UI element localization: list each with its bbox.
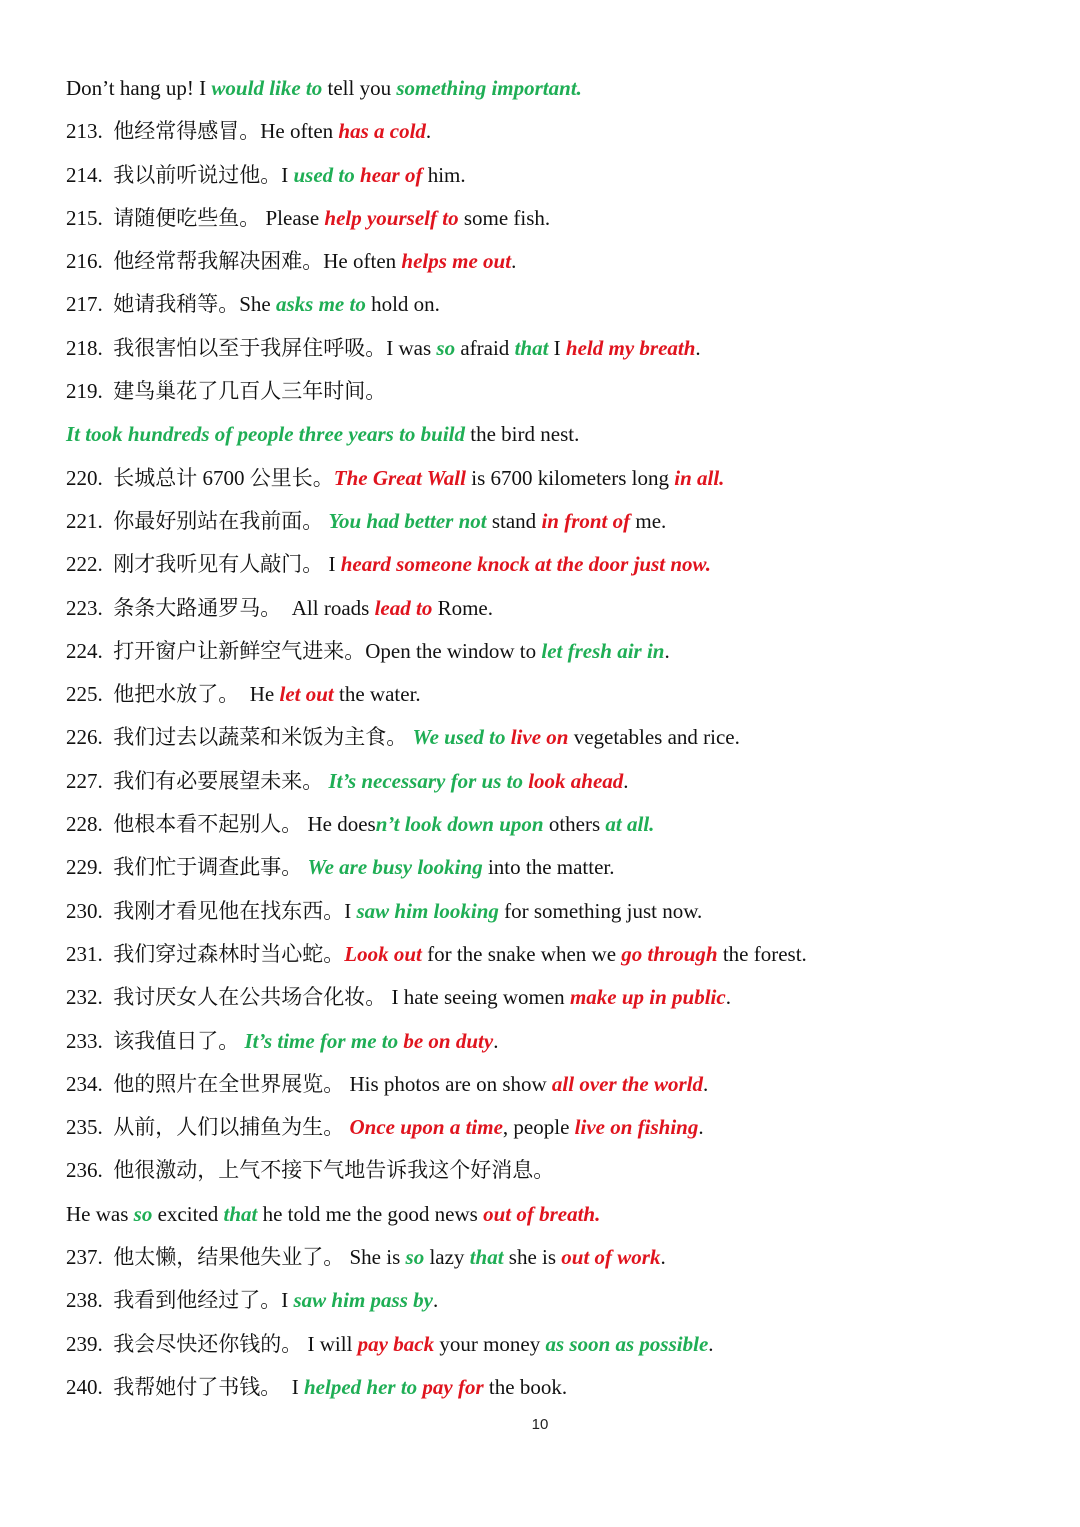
sentence-text: stand (486, 508, 542, 533)
sentence-text: 223. 条条大路通罗马。 All roads (66, 595, 375, 620)
phrase-highlight-red: out of breath. (483, 1201, 601, 1226)
sentence-text: he told me the good news (257, 1201, 484, 1226)
sentence-text: . (660, 1245, 666, 1270)
phrase-highlight-red: The Great Wall (333, 465, 466, 490)
sentence-text: 227. 我们有必要展望未来。 (66, 768, 329, 793)
sentence-text: me. (630, 508, 667, 533)
phrase-highlight-red: go through (621, 941, 718, 966)
phrase-highlight-green: let fresh air in (541, 638, 665, 663)
sentence-line (66, 979, 1026, 1022)
phrase-highlight-green: asks me to (276, 292, 366, 317)
sentence-text: 240. 我帮她付了书钱。 I (66, 1374, 304, 1399)
phrase-highlight-green: saw him pass by (293, 1288, 433, 1313)
sentence-text: 235. 从前，人们以捕鱼为生。 (66, 1115, 350, 1140)
sentence-text: . (708, 1331, 714, 1356)
phrase-highlight-green: saw him looking (356, 898, 499, 923)
phrase-highlight-green: n’t look down upon (375, 812, 544, 837)
sentence-text: 222. 刚才我听见有人敲门。 I (66, 552, 341, 577)
sentence-text: . (703, 1071, 709, 1096)
phrase-highlight-green: We are busy looking (307, 855, 483, 880)
sentence-line (66, 546, 1026, 589)
sentence-line (66, 1152, 1026, 1195)
sentence-line (66, 936, 1026, 979)
sentence-text: some fish. (458, 205, 551, 230)
sentence-text: I (548, 335, 566, 360)
phrase-highlight-red: lead to (374, 595, 433, 620)
phrase-highlight-red: in all. (674, 465, 725, 490)
sentence-text: 228. 他根本看不起别人。 He does (66, 812, 376, 837)
phrase-highlight-red: let out (279, 682, 334, 707)
phrase-highlight-green: as soon as possible (545, 1331, 709, 1356)
sentence-text: 220. 长城总计 6700 公里长。 (66, 465, 334, 490)
phrase-highlight-green: so (133, 1201, 153, 1226)
sentence-text: . (623, 768, 629, 793)
sentence-text: . (493, 1028, 499, 1053)
phrase-highlight-green: so (436, 335, 456, 360)
sentence-text: 231. 我们穿过森林时当心蛇。 (66, 941, 345, 966)
sentence-text: 224. 打开窗户让新鲜空气进来。Open the window to (66, 638, 542, 663)
phrase-highlight-red: out of work (561, 1245, 661, 1270)
phrase-highlight-red: Once upon a time (349, 1115, 503, 1140)
phrase-highlight-green: that (469, 1245, 504, 1270)
phrase-highlight-red: pay for (422, 1374, 484, 1399)
sentence-text: 239. 我会尽快还你钱的。 I will (66, 1331, 358, 1356)
document-body (66, 70, 1026, 1412)
sentence-text: 215. 请随便吃些鱼。 Please (66, 205, 325, 230)
phrase-highlight-green: It’s necessary for us to (328, 768, 523, 793)
sentence-text: . (511, 249, 517, 274)
phrase-highlight-green: something important. (396, 76, 582, 100)
sentence-text: the bird nest. (465, 422, 580, 447)
sentence-text: 218. 我很害怕以至于我屏住呼吸。I was (66, 335, 437, 360)
sentence-line (66, 719, 1026, 762)
sentence-text: 234. 他的照片在全世界展览。 His photos are on show (66, 1071, 552, 1096)
sentence-text: 230. 我刚才看见他在找东西。I (66, 898, 357, 923)
sentence-text: , people (502, 1115, 575, 1140)
sentence-text: the water. (333, 682, 421, 707)
sentence-line (66, 330, 1026, 373)
sentence-text: . (695, 335, 701, 360)
sentence-text: . (698, 1115, 704, 1140)
sentence-text: He was (66, 1201, 134, 1226)
phrase-highlight-red: heard someone knock at the door just now. (340, 552, 712, 577)
sentence-text: 213. 他经常得感冒。He often (66, 119, 339, 144)
phrase-highlight-red: help yourself to (324, 205, 459, 230)
sentence-text: 214. 我以前听说过他。I (66, 162, 294, 187)
phrase-highlight-green: used to (293, 162, 355, 187)
phrase-highlight-red: live on fishing (574, 1115, 699, 1140)
phrase-highlight-red: make up in public (569, 985, 726, 1010)
sentence-line (66, 70, 1026, 113)
sentence-text: 237. 他太懒，结果他失业了。 She is (66, 1245, 406, 1270)
sentence-line (66, 200, 1026, 243)
phrase-highlight-red: live on (510, 725, 569, 750)
sentence-line (66, 460, 1026, 503)
phrase-highlight-red: held my breath (565, 335, 696, 360)
sentence-text: she is (503, 1245, 562, 1270)
sentence-text: hold on. (365, 292, 440, 317)
phrase-highlight-green: You had better not (328, 508, 487, 533)
sentence-line (66, 1282, 1026, 1325)
phrase-highlight-red: helps me out (401, 249, 512, 274)
sentence-text: 236. 他很激动，上气不接下气地告诉我这个好消息。 (66, 1158, 555, 1183)
sentence-text: . (725, 985, 731, 1010)
sentence-line (66, 1196, 1026, 1239)
sentence-text: others (543, 812, 606, 837)
phrase-highlight-green: so (405, 1245, 425, 1270)
sentence-text: excited (152, 1201, 224, 1226)
sentence-text: the book. (483, 1374, 568, 1399)
sentence-text: 219. 建鸟巢花了几百人三年时间。 (66, 379, 387, 404)
sentence-text: 216. 他经常帮我解决困难。He often (66, 249, 402, 274)
phrase-highlight-red: in front of (541, 508, 631, 533)
phrase-highlight-red: pay back (357, 1331, 435, 1356)
phrase-highlight-green: that (514, 335, 549, 360)
sentence-text: for the snake when we (421, 941, 622, 966)
sentence-line (66, 676, 1026, 719)
sentence-line (66, 893, 1026, 936)
phrase-highlight-green: helped her to (304, 1374, 418, 1399)
sentence-text: 229. 我们忙于调查此事。 (66, 855, 308, 880)
phrase-highlight-red: has a cold (338, 119, 426, 144)
sentence-text: 238. 我看到他经过了。I (66, 1288, 294, 1313)
sentence-text: him. (422, 162, 466, 187)
sentence-text: 232. 我讨厌女人在公共场合化妆。 I hate seeing women (66, 985, 570, 1010)
sentence-line (66, 633, 1026, 676)
sentence-text: . (664, 638, 670, 663)
sentence-text: into the matter. (482, 855, 615, 880)
phrase-highlight-green: We used to (412, 725, 506, 750)
phrase-highlight-green: that (223, 1201, 258, 1226)
sentence-text: Don’t hang up! I (66, 76, 212, 100)
phrase-highlight-red: look ahead (528, 768, 624, 793)
sentence-line (66, 1066, 1026, 1109)
sentence-line (66, 1369, 1026, 1412)
sentence-text: lazy (424, 1245, 470, 1270)
phrase-highlight-red: be on duty (403, 1028, 494, 1053)
sentence-text: vegetables and rice. (568, 725, 740, 750)
sentence-line (66, 373, 1026, 416)
phrase-highlight-green: It took hundreds of people three years to build (66, 422, 466, 447)
sentence-line (66, 1109, 1026, 1152)
sentence-text: 233. 该我值日了。 (66, 1028, 245, 1053)
phrase-highlight-red: Look out (344, 941, 422, 966)
sentence-line (66, 1023, 1026, 1066)
sentence-line (66, 763, 1026, 806)
sentence-text: Rome. (432, 595, 493, 620)
phrase-highlight-green: at all. (605, 812, 655, 837)
page-number: 10 (531, 1416, 549, 1433)
sentence-text: is 6700 kilometers long (465, 465, 675, 490)
sentence-line (66, 243, 1026, 286)
sentence-text: the forest. (717, 941, 807, 966)
sentence-text: tell you (322, 76, 397, 100)
sentence-line (66, 1326, 1026, 1369)
phrase-highlight-red: all over the world (551, 1071, 703, 1096)
sentence-line (66, 590, 1026, 633)
sentence-text: for something just now. (498, 898, 703, 923)
sentence-line (66, 849, 1026, 892)
sentence-line (66, 286, 1026, 329)
sentence-text: afraid (455, 335, 515, 360)
phrase-highlight-green: It’s time for me to (244, 1028, 399, 1053)
sentence-text: . (425, 119, 432, 144)
phrase-highlight-red: hear of (360, 162, 423, 187)
sentence-line (66, 503, 1026, 546)
sentence-text: 226. 我们过去以蔬菜和米饭为主食。 (66, 725, 413, 750)
sentence-line (66, 157, 1026, 200)
sentence-text: . (432, 1288, 439, 1313)
sentence-text: 221. 你最好别站在我前面。 (66, 508, 329, 533)
phrase-highlight-green: would like to (211, 76, 323, 100)
sentence-line (66, 416, 1026, 459)
sentence-line (66, 1239, 1026, 1282)
sentence-text: your money (434, 1331, 546, 1356)
sentence-line (66, 806, 1026, 849)
sentence-text: 217. 她请我稍等。She (66, 292, 276, 317)
sentence-line (66, 113, 1026, 156)
sentence-text: 225. 他把水放了。 He (66, 682, 280, 707)
